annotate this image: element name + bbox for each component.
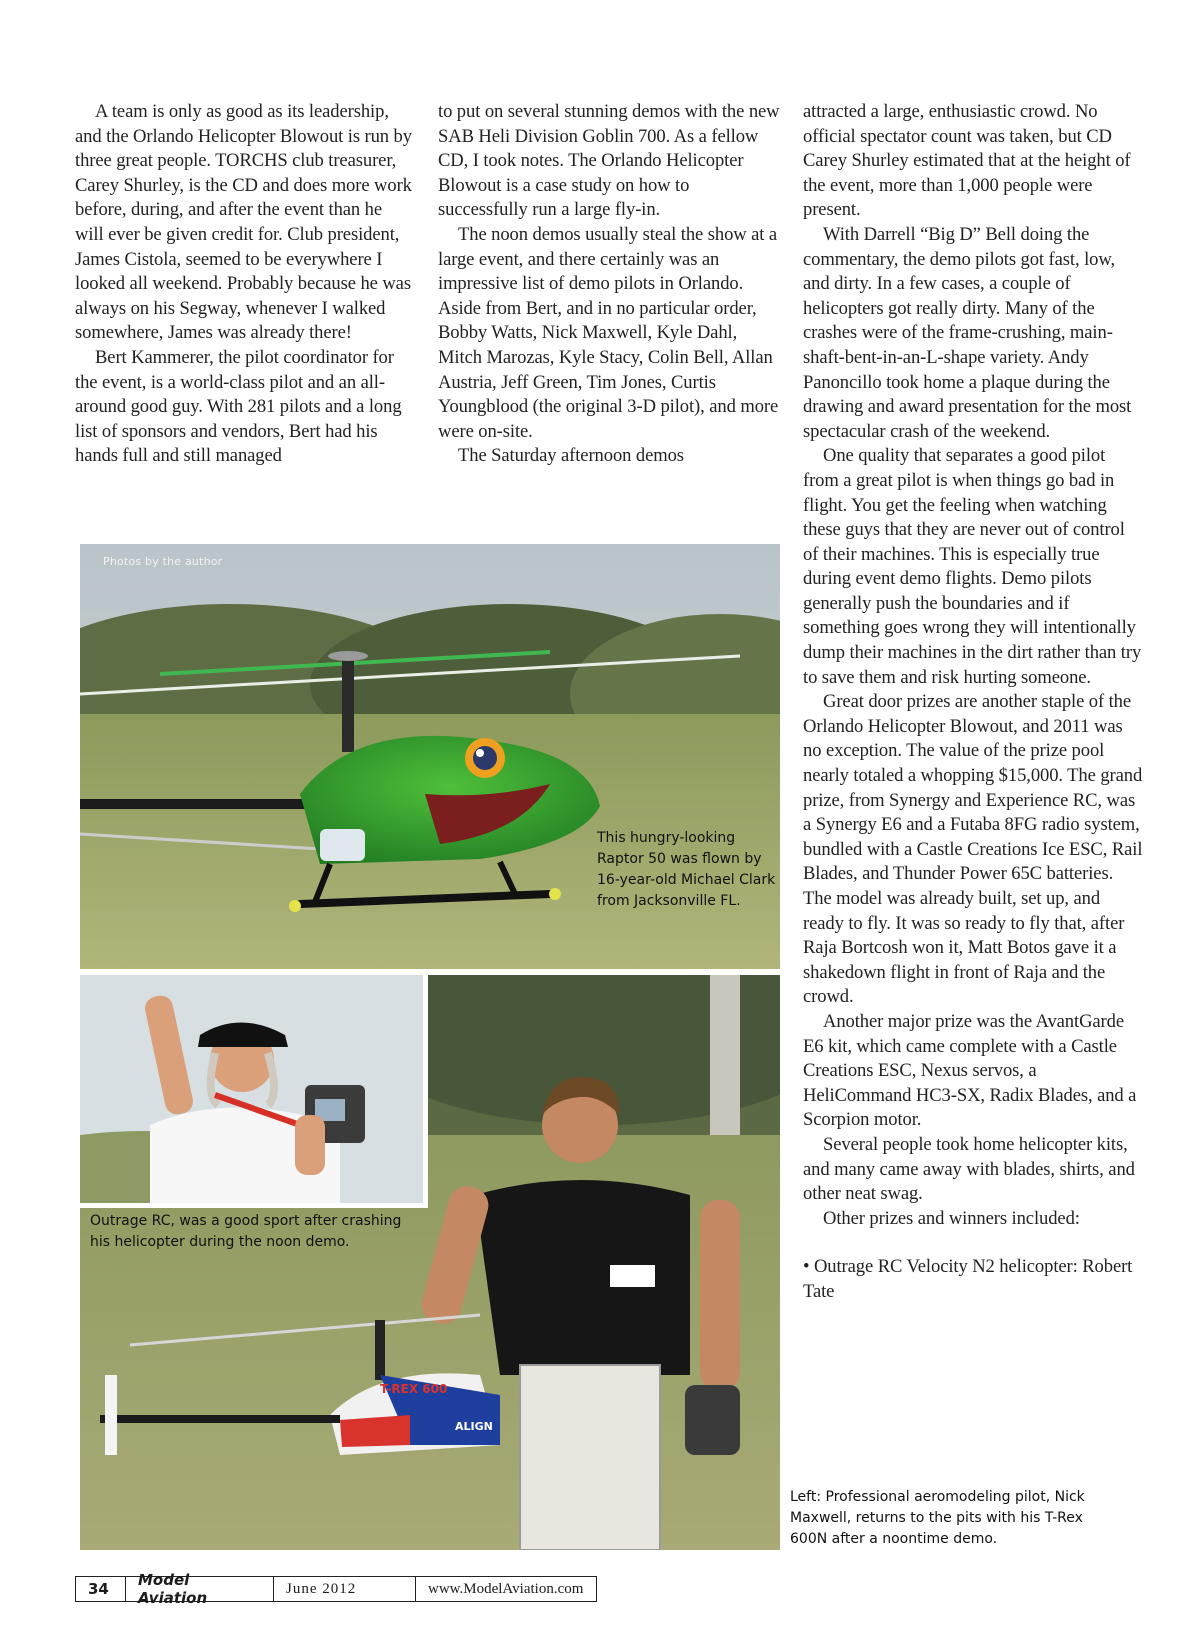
page-footer xyxy=(75,1571,597,1607)
inset-photo xyxy=(80,975,428,1208)
paragraph: Another major prize was the AvantGarde E6 kit, which came complete with a Castle Creations ESC, Nexus servos, a HeliCommand HC3-SX, Radix Blades, and a Scorpion motor. xyxy=(803,1010,1137,1131)
website-link[interactable]: www.ModelAviation.com xyxy=(428,1580,584,1597)
paragraph: Other prizes and winners included: xyxy=(823,1207,1080,1229)
article-column-2 xyxy=(438,100,780,469)
heli-decal-text: T-REX 600 xyxy=(380,1382,448,1396)
paragraph: Bert Kammerer, the pilot coordinator for the event, is a world-class pilot and an all-around good guy. With 281 pilots and a long list of sponsors and vendors, Bert had his hands full and still managed xyxy=(75,346,402,467)
paragraph: Great door prizes are another staple of the Orlando Helicopter Blowout, and 2011 was no exception. The value of the prize pool nearly totaled a whopping $15,000. The grand prize, from Synergy and Experience RC, was a Synergy E6 and a Futaba 8FG radio system, bundled with a Castle Creations Ice ESC, Rail Blades, and Thunder Power 65C batteries. The model was already built, set up, and ready to fly. It was so ready to fly that, after Raja Bortcosh won it, Matt Botos gave it a shakedown flight in front of Raja and the crowd. xyxy=(803,691,1143,1008)
paragraph: One quality that separates a good pilot from a great pilot is when things go bad in flight. You get the feeling when watching these guys that they are never out of control of their machines. This is especially true during event demo flights. Demo pilots generally push the boundaries and if something goes wrong they will intentionally dump their machines in the dirt rather than try to save them and risk hurting someone. xyxy=(803,445,1142,688)
helicopter-photo xyxy=(80,544,780,969)
photo-caption-inset: Outrage RC, was a good sport after crashing his helicopter during the noon demo. xyxy=(90,1213,402,1250)
prize-list-item: • Outrage RC Velocity N2 helicopter: Robert Tate xyxy=(803,1256,1133,1302)
magazine-name: Model Aviation xyxy=(126,1577,274,1601)
paragraph: A team is only as good as its leadership, and the Orlando Helicopter Blowout is run by three great people. TORCHS club treasurer, Carey Shurley, is the CD and does more work before, during, and after the event than he will ever be given credit for. Club president, James Cistola, seemed to be everywhere I looked all weekend. Probably because he was always on his Segway, whenever I walked somewhere, James was already there! xyxy=(75,101,412,344)
paragraph: The noon demos usually steal the show at a large event, and there certainly was an impressive list of demo pilots in Orlando. Aside from Bert, and in no particular order, Bobby Watts, Nick Maxwell, Kyle Dahl, Mitch Marozas, Kyle Stacy, Colin Bell, Allan Austria, Jeff Green, Tim Jones, Curtis Youngblood (the original 3-D pilot), and more were on-site. xyxy=(438,223,779,442)
paragraph: to put on several stunning demos with the new SAB Heli Division Goblin 700. As a fellow CD, I took notes. The Orlando Helicopter Blowout is a case study on how to successfully run a large fly-in. xyxy=(438,101,780,221)
paragraph: attracted a large, enthusiastic crowd. No official spectator count was taken, but CD Carey Shurley estimated that at the height of the event, more than 1,000 people were present. xyxy=(803,101,1131,221)
issue-date: June 2012 xyxy=(274,1577,416,1601)
photo-caption-bottom: Left: Professional aeromodeling pilot, Nick Maxwell, returns to the pits with his T-Rex 600N after a noontime demo. xyxy=(790,1489,1085,1547)
page-number: 34 xyxy=(76,1577,126,1601)
photo-caption-top: This hungry-looking Raptor 50 was flown by 16-year-old Michael Clark from Jacksonville FL. xyxy=(597,830,776,909)
heli-brand-text: ALIGN xyxy=(455,1420,493,1433)
hugo-markes-illustration xyxy=(80,975,423,1203)
article-column-1 xyxy=(75,100,415,469)
paragraph: With Darrell “Big D” Bell doing the commentary, the demo pilots got fast, low, and dirty. In a few cases, a couple of helicopters got really dirty. Many of the crashes were of the frame-crushing, main-shaft-bent-in-an-L-shape variety. Andy Panoncillo took home a plaque during the drawing and award presentation for the most spectacular crash of the weekend. xyxy=(803,223,1132,442)
paragraph: Several people took home helicopter kits, and many came away with blades, shirts, and other neat swag. xyxy=(803,1133,1135,1205)
article-column-3 xyxy=(803,100,1143,1305)
photo-credit: Photos by the author xyxy=(103,555,223,568)
paragraph: The Saturday afternoon demos xyxy=(458,445,684,467)
